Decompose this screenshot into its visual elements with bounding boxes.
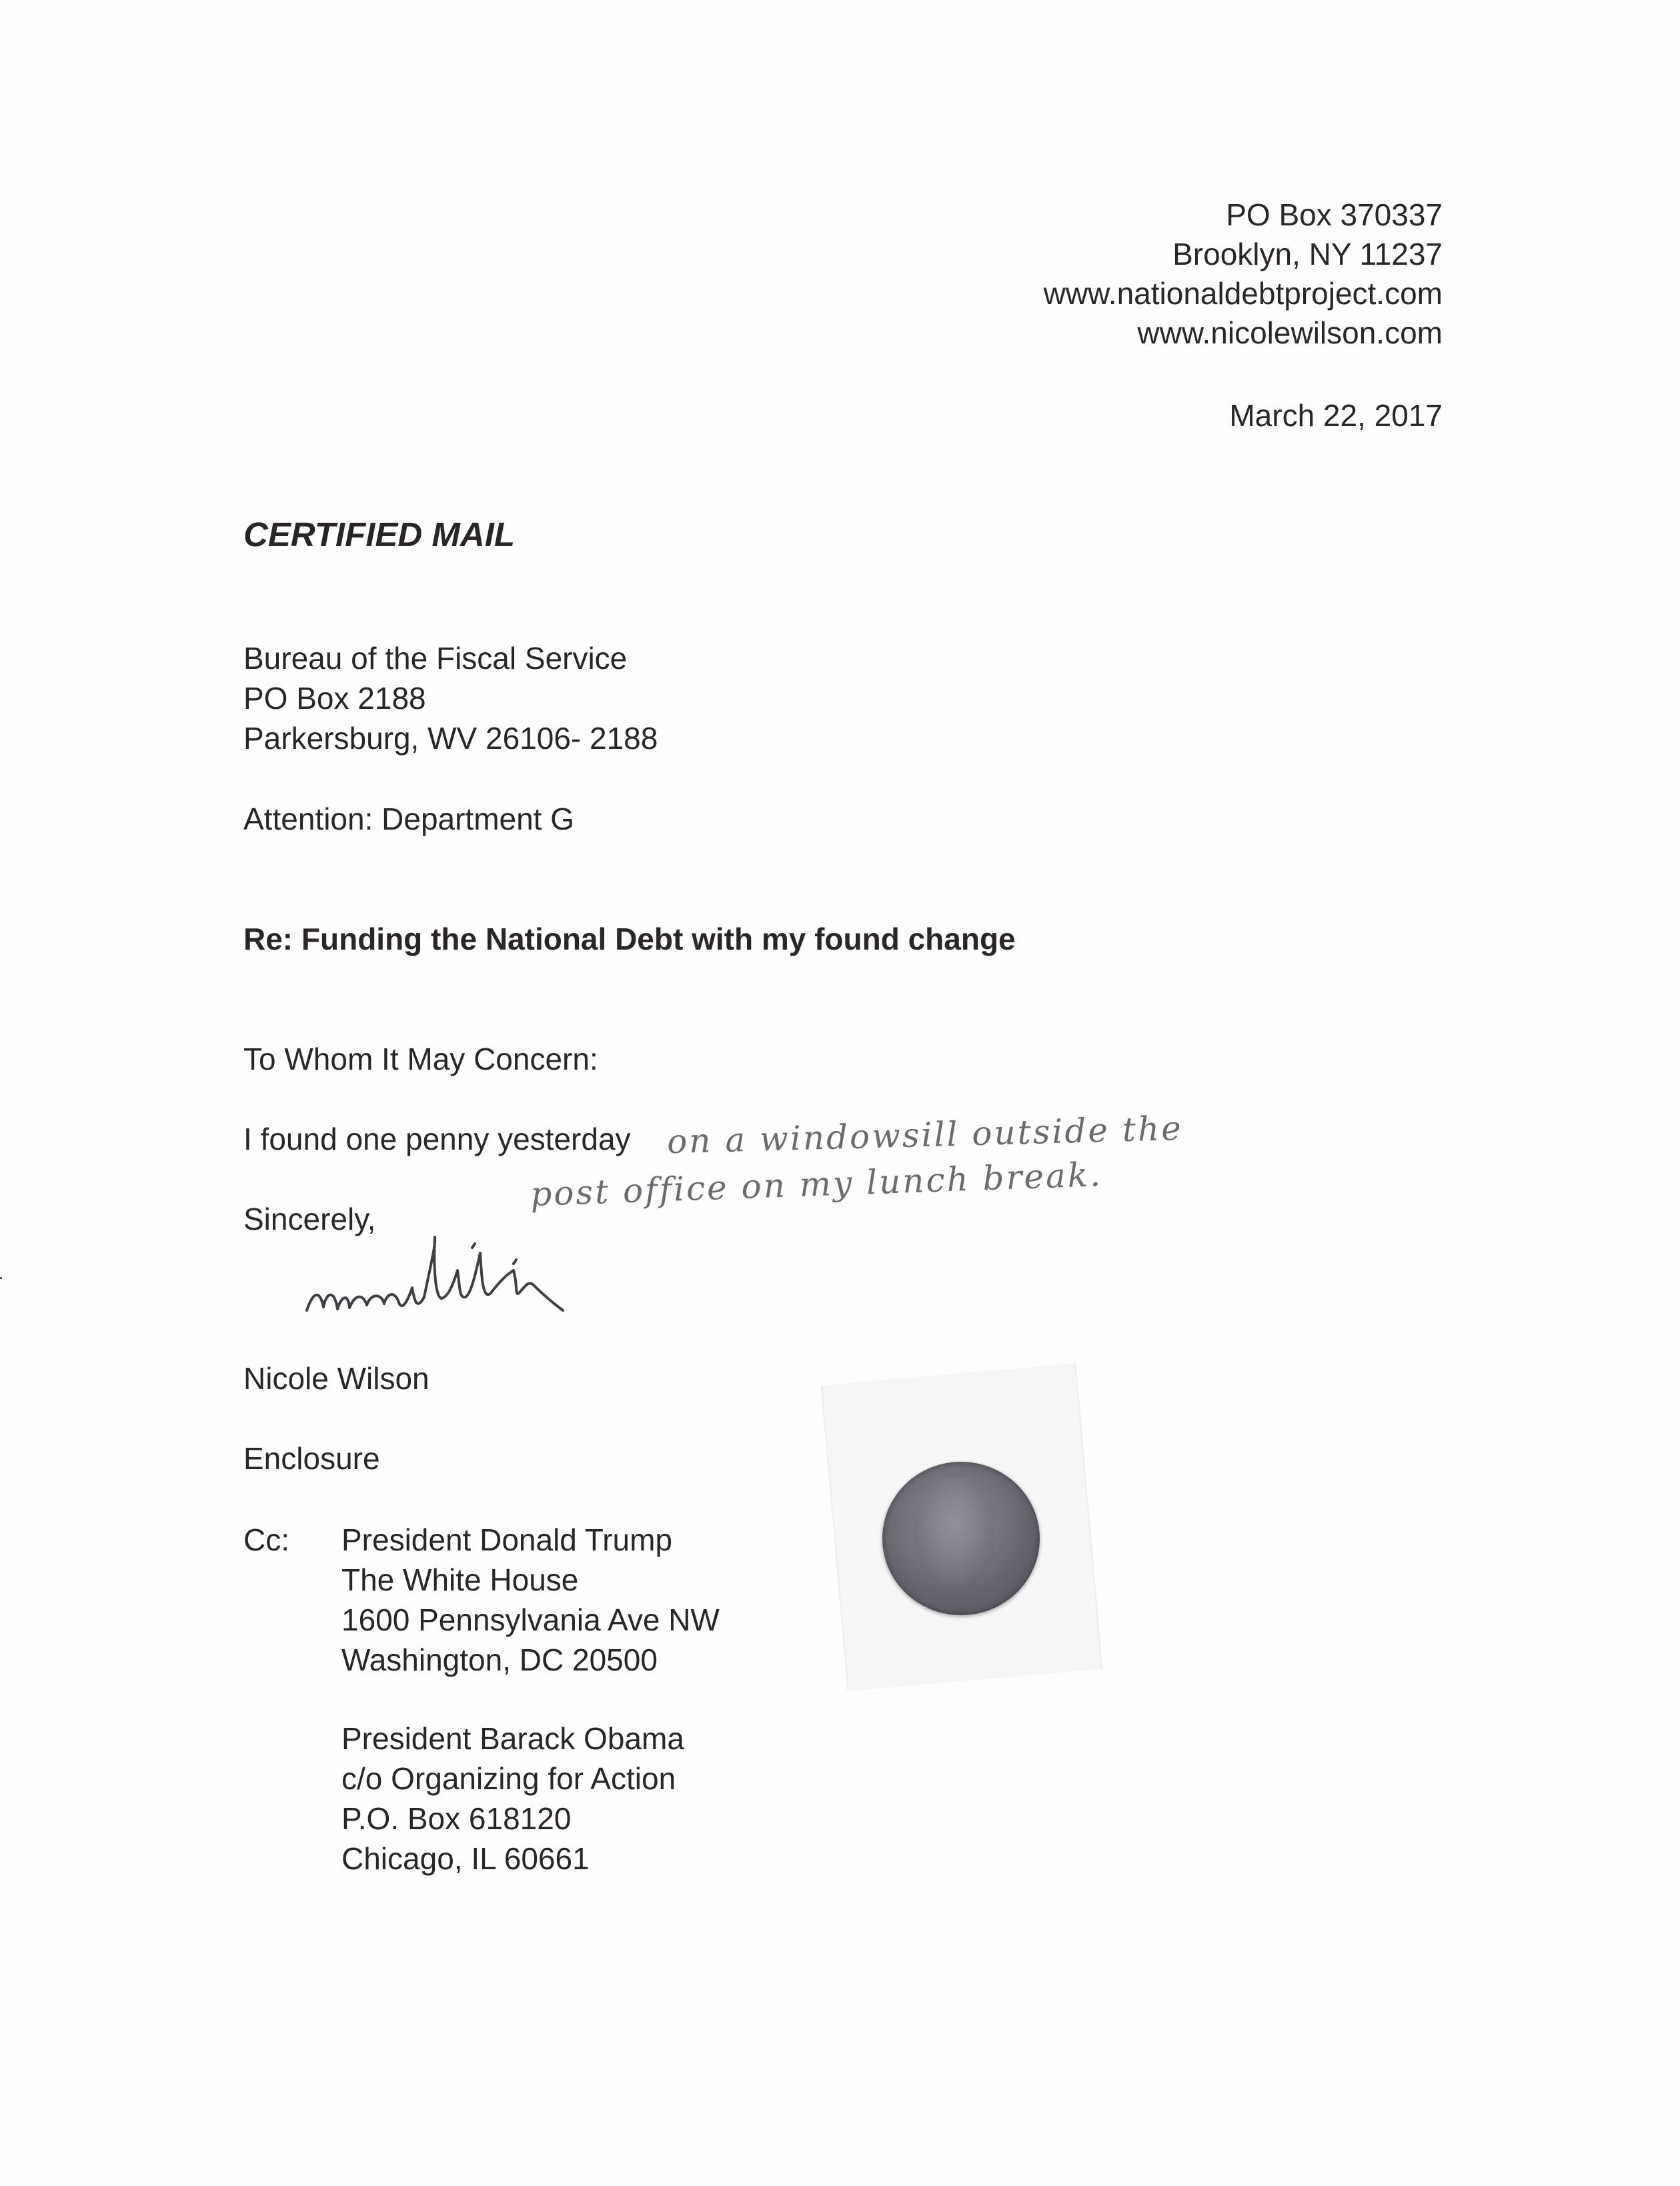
- handwritten-note-line1: on a windowsill outside the: [666, 1108, 1184, 1162]
- recipient-address-line2: Parkersburg, WV 26106- 2188: [243, 721, 658, 756]
- recipient-address-line1: PO Box 2188: [243, 681, 426, 716]
- website-national-debt-project: www.nationaldebtproject.com: [1043, 276, 1443, 311]
- signature-drawing: [293, 1224, 694, 1344]
- cc2-name: President Barack Obama: [341, 1721, 684, 1756]
- cc1-name: President Donald Trump: [341, 1522, 673, 1557]
- cc-recipient-trump: [341, 1520, 720, 1680]
- recipient-address: [243, 638, 658, 758]
- cc-label: Cc:: [243, 1522, 289, 1557]
- cc2-line2: c/o Organizing for Action: [341, 1761, 676, 1796]
- attention-line: Attention: Department G: [243, 802, 575, 836]
- penny-coin: [882, 1462, 1040, 1615]
- return-address-line1: PO Box 370337: [1226, 197, 1443, 232]
- return-address-line2: Brooklyn, NY 11237: [1172, 237, 1443, 271]
- cc2-line4: Chicago, IL 60661: [341, 1841, 590, 1876]
- salutation: To Whom It May Concern:: [243, 1042, 598, 1076]
- cc1-line2: The White House: [341, 1562, 579, 1597]
- cc1-line3: 1600 Pennsylvania Ave NW: [341, 1602, 720, 1637]
- subject-line: Re: Funding the National Debt with my found change: [243, 922, 1016, 956]
- closing: Sincerely,: [243, 1202, 376, 1236]
- recipient-name: Bureau of the Fiscal Service: [243, 641, 628, 676]
- paper-speck: [0, 1277, 2, 1279]
- penny-portrait: [914, 1478, 994, 1591]
- certified-mail-heading: CERTIFIED MAIL: [243, 515, 516, 554]
- body-typed-text: I found one penny yesterday: [243, 1122, 631, 1156]
- website-nicole-wilson: www.nicolewilson.com: [1137, 315, 1443, 350]
- return-address: [1044, 195, 1443, 353]
- cc2-line3: P.O. Box 618120: [341, 1801, 572, 1836]
- enclosure-note: Enclosure: [243, 1441, 380, 1476]
- signer-name: Nicole Wilson: [243, 1361, 430, 1396]
- cc-recipient-obama: [341, 1719, 684, 1879]
- signature: [293, 1224, 694, 1344]
- cc1-line4: Washington, DC 20500: [341, 1643, 658, 1677]
- handwritten-note-line2: post office on my lunch break.: [530, 1155, 1103, 1214]
- letter-date: March 22, 2017: [1229, 398, 1443, 433]
